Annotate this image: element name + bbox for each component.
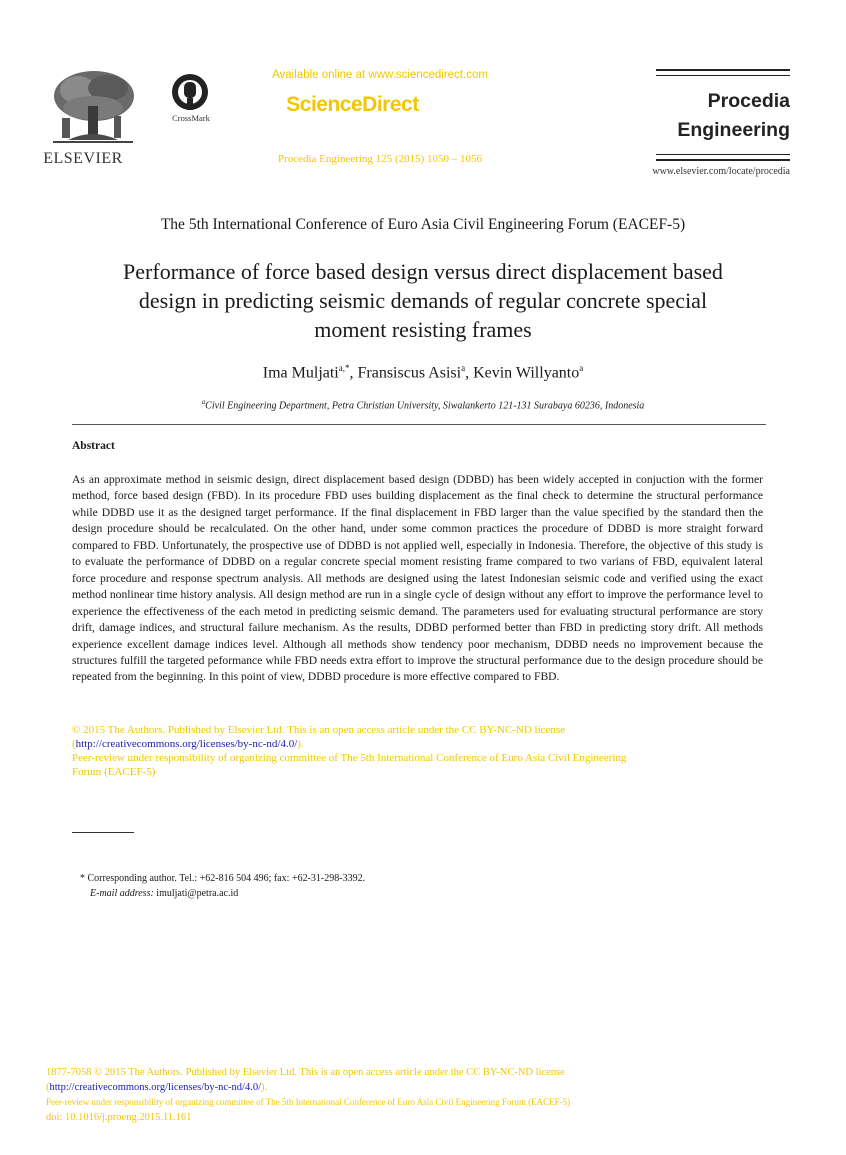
doi[interactable]: doi: 10.1016/j.proeng.2015.11.161	[46, 1112, 192, 1123]
email-address[interactable]: imuljati@petra.ac.id	[153, 888, 239, 899]
issn-line: 1877-7058 © 2015 The Authors. Published by Elsevier Ltd. This is an open access article under the CC BY-NC-ND license	[46, 1067, 565, 1078]
paper-title-line: Performance of force based design versus direct displacement based	[123, 259, 723, 284]
license-link[interactable]: http://creativecommons.org/licenses/by-nc-nd/4.0/	[75, 738, 298, 750]
journal-title-line1: Procedia	[707, 90, 790, 112]
paren-open: (	[72, 738, 76, 750]
available-online-text: Available online at www.sciencedirect.com	[272, 69, 488, 81]
author-name: Kevin Willyanto	[473, 364, 580, 382]
paper-title-line: design in predicting seismic demands of regular concrete special	[138, 288, 708, 313]
paren-close: ).	[297, 738, 304, 750]
email-label: E-mail address:	[90, 888, 154, 899]
paren-open: (	[46, 1082, 50, 1093]
bottom-license-link[interactable]: http://creativecommons.org/licenses/by-nc-nd/4.0/	[49, 1082, 262, 1093]
paren-close: ).	[261, 1082, 268, 1093]
author-separator: ,	[349, 364, 358, 382]
license-link-line	[72, 737, 766, 751]
author-affiliation-mark: a	[461, 363, 466, 373]
author-name: Fransiscus Asisi	[357, 364, 462, 382]
affiliation	[60, 398, 786, 411]
sciencedirect-logo: ScienceDirect	[286, 93, 419, 116]
abstract-body: As an approximate method in seismic design, direct displacement based design (DDBD) has been widely accepted in conjuction with the former method, force based design (FBD). In its procedure FBD uses building displacement as the final check to determine the structural performance while DDBD use it as the designed target performance. If the final displacement in FBD larger than the value specified by the standard then the design procedure should be recalculated. On the other hand, under some common practices the procedure of DDBD is more straight forward compared to FBD. Unfortunately, the prospective use of DDBD is not applied well, especially in Indonesia. Therefore, the objective of this study is to evaluate the performance of DDBD on a regular concrete special moment resisting frame compared to two varians of FBD, equivalent lateral force procedure and response spectrum analysis. All methods are designed using the latest Indonesian seismic code and verified using the exact method nonlinear time history analysis. All design method are run in a single cycle of design without any effort to improve the performance level to experience the effectiveness of the each metod in predicting seismic demand. The parameters used for evaluating structural performance are story drift, damage indices, and structural failure mechanism. As the results, DDBD performed better than FBD in predicting story drift. All methods experience excellent damage indices level. Although all methods show tendency poor mechanism, DDBD needs no improvement because the structures fulfill the targeted peformance while FBD needs extra effort to improve the structural performance due to the design procedure should be repeated from the beginning. In this point of view, DDBD procedure is more effective compared to FBD.	[72, 473, 763, 684]
affiliation-mark: a	[201, 398, 206, 406]
elsevier-wordmark: ELSEVIER	[43, 150, 123, 167]
abstract-divider	[72, 424, 766, 425]
journal-title-line2: Engineering	[677, 119, 790, 141]
paper-title-line: moment resisting frames	[314, 317, 532, 342]
journal-rule-top	[656, 69, 790, 76]
bottom-link-line	[46, 1080, 786, 1095]
license-line: © 2015 The Authors. Published by Elsevier Ltd. This is an open access article under the CC BY-NC-ND license	[72, 724, 566, 736]
author-name: Ima Muljati	[262, 364, 339, 382]
abstract-heading: Abstract	[72, 440, 115, 452]
footnote-divider	[72, 832, 134, 833]
crossmark-label: CrossMark	[172, 113, 210, 123]
peer-review-line: Forum (EACEF-5)	[72, 766, 156, 778]
elsevier-tree-logo-icon	[48, 68, 138, 148]
paper-title	[50, 257, 796, 344]
affiliation-text: Civil Engineering Department, Petra Christian University, Siwalankerto 121-131 Surabaya 60236, Indonesia	[205, 400, 645, 412]
bottom-copyright-block	[46, 1065, 786, 1125]
peer-review-line: Peer-review under responsibility of organizing committee of The 5th International Conference of Euro Asia Civil Engineering	[72, 752, 627, 764]
license-notice	[72, 723, 766, 779]
author-list	[60, 363, 786, 382]
email-note	[90, 888, 238, 899]
journal-citation: Procedia Engineering 125 (2015) 1050 – 1056	[277, 153, 483, 165]
author-affiliation-mark: a,*	[338, 363, 350, 373]
bottom-peer-review: Peer-review under responsibility of organizing committee of The 5th International Conference of Euro Asia Civil Engineering Forum (EACEF-5)	[46, 1097, 571, 1107]
conference-name: The 5th International Conference of Euro Asia Civil Engineering Forum (EACEF-5)	[160, 216, 686, 233]
journal-title	[656, 87, 790, 145]
corresponding-author-note: * Corresponding author. Tel.: +62-816 504 496; fax: +62-31-298-3392.	[80, 873, 366, 884]
journal-url[interactable]: www.elsevier.com/locate/procedia	[652, 166, 790, 177]
author-separator: ,	[465, 364, 474, 382]
journal-rule-bottom	[656, 154, 790, 161]
author-affiliation-mark: a	[579, 363, 584, 373]
